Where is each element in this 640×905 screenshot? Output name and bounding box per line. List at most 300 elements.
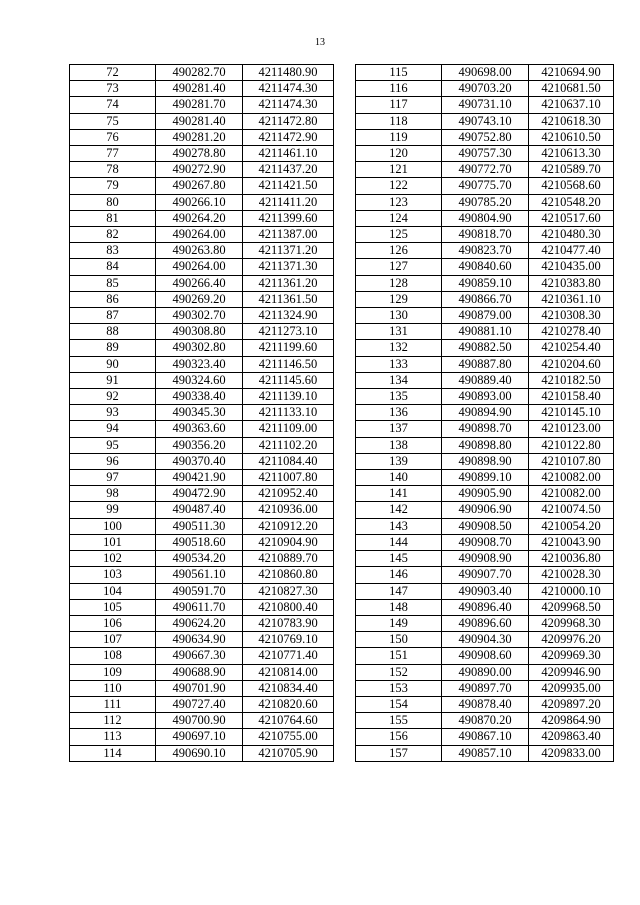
y-coordinate-cell: 4211472.80: [243, 113, 334, 129]
table-row: [70, 551, 334, 567]
y-coordinate-cell: 4210952.40: [243, 486, 334, 502]
table-row: [356, 421, 614, 437]
table-row: [356, 599, 614, 615]
point-number-cell: 86: [70, 291, 156, 307]
table-row: [356, 65, 614, 81]
x-coordinate-cell: 490897.70: [442, 680, 529, 696]
y-coordinate-cell: 4210278.40: [529, 324, 614, 340]
point-number-cell: 101: [70, 534, 156, 550]
x-coordinate-cell: 490823.70: [442, 243, 529, 259]
point-number-cell: 154: [356, 696, 442, 712]
point-number-cell: 81: [70, 210, 156, 226]
point-number-cell: 107: [70, 632, 156, 648]
x-coordinate-cell: 490887.80: [442, 356, 529, 372]
y-coordinate-cell: 4210145.10: [529, 405, 614, 421]
x-coordinate-cell: 490263.80: [156, 243, 243, 259]
y-coordinate-cell: 4210548.20: [529, 194, 614, 210]
x-coordinate-cell: 490421.90: [156, 470, 243, 486]
x-coordinate-cell: 490264.00: [156, 227, 243, 243]
point-number-cell: 76: [70, 129, 156, 145]
x-coordinate-cell: 490338.40: [156, 389, 243, 405]
point-number-cell: 115: [356, 65, 442, 81]
y-coordinate-cell: 4210618.30: [529, 113, 614, 129]
x-coordinate-cell: 490896.60: [442, 615, 529, 631]
x-coordinate-cell: 490903.40: [442, 583, 529, 599]
table-row: [70, 65, 334, 81]
x-coordinate-cell: 490281.70: [156, 97, 243, 113]
x-coordinate-cell: 490757.30: [442, 146, 529, 162]
y-coordinate-cell: 4210158.40: [529, 389, 614, 405]
point-number-cell: 130: [356, 308, 442, 324]
point-number-cell: 98: [70, 486, 156, 502]
y-coordinate-cell: 4210028.30: [529, 567, 614, 583]
point-number-cell: 134: [356, 372, 442, 388]
table-row: [70, 81, 334, 97]
point-number-cell: 105: [70, 599, 156, 615]
point-number-cell: 149: [356, 615, 442, 631]
x-coordinate-cell: 490870.20: [442, 713, 529, 729]
point-number-cell: 143: [356, 518, 442, 534]
table-row: [356, 259, 614, 275]
y-coordinate-cell: 4211474.30: [243, 97, 334, 113]
table-row: [356, 113, 614, 129]
x-coordinate-cell: 490302.70: [156, 308, 243, 324]
x-coordinate-cell: 490882.50: [442, 340, 529, 356]
y-coordinate-cell: 4210107.80: [529, 453, 614, 469]
point-number-cell: 137: [356, 421, 442, 437]
x-coordinate-cell: 490727.40: [156, 696, 243, 712]
x-coordinate-cell: 490634.90: [156, 632, 243, 648]
y-coordinate-cell: 4209946.90: [529, 664, 614, 680]
table-row: [356, 729, 614, 745]
x-coordinate-cell: 490752.80: [442, 129, 529, 145]
y-coordinate-cell: 4210889.70: [243, 551, 334, 567]
y-coordinate-cell: 4211324.90: [243, 308, 334, 324]
table-row: [356, 340, 614, 356]
y-coordinate-cell: 4211472.90: [243, 129, 334, 145]
table-row: [356, 81, 614, 97]
x-coordinate-cell: 490701.90: [156, 680, 243, 696]
point-number-cell: 97: [70, 470, 156, 486]
y-coordinate-cell: 4210000.10: [529, 583, 614, 599]
table-row: [356, 680, 614, 696]
x-coordinate-cell: 490881.10: [442, 324, 529, 340]
point-number-cell: 123: [356, 194, 442, 210]
table-row: [356, 146, 614, 162]
point-number-cell: 138: [356, 437, 442, 453]
y-coordinate-cell: 4211387.00: [243, 227, 334, 243]
y-coordinate-cell: 4209968.50: [529, 599, 614, 615]
table-row: [356, 632, 614, 648]
table-row: [356, 518, 614, 534]
x-coordinate-cell: 490591.70: [156, 583, 243, 599]
point-number-cell: 111: [70, 696, 156, 712]
y-coordinate-cell: 4211361.20: [243, 275, 334, 291]
table-row: [70, 243, 334, 259]
table-row: [70, 599, 334, 615]
table-row: [70, 437, 334, 453]
table-row: [70, 291, 334, 307]
point-number-cell: 89: [70, 340, 156, 356]
x-coordinate-cell: 490363.60: [156, 421, 243, 437]
y-coordinate-cell: 4210800.40: [243, 599, 334, 615]
y-coordinate-cell: 4210517.60: [529, 210, 614, 226]
y-coordinate-cell: 4210771.40: [243, 648, 334, 664]
table-row: [356, 664, 614, 680]
table-row: [356, 534, 614, 550]
point-number-cell: 117: [356, 97, 442, 113]
table-row: [70, 162, 334, 178]
point-number-cell: 114: [70, 745, 156, 761]
y-coordinate-cell: 4211399.60: [243, 210, 334, 226]
y-coordinate-cell: 4211199.60: [243, 340, 334, 356]
x-coordinate-cell: 490345.30: [156, 405, 243, 421]
table-row: [356, 470, 614, 486]
y-coordinate-cell: 4211109.00: [243, 421, 334, 437]
y-coordinate-cell: 4210610.50: [529, 129, 614, 145]
table-row: [70, 178, 334, 194]
table-row: [356, 372, 614, 388]
table-row: [356, 615, 614, 631]
table-row: [356, 453, 614, 469]
x-coordinate-cell: 490859.10: [442, 275, 529, 291]
point-number-cell: 96: [70, 453, 156, 469]
table-row: [70, 680, 334, 696]
point-number-cell: 132: [356, 340, 442, 356]
table-body: [70, 65, 334, 762]
table-row: [70, 502, 334, 518]
point-number-cell: 92: [70, 389, 156, 405]
point-number-cell: 144: [356, 534, 442, 550]
table-row: [70, 470, 334, 486]
y-coordinate-cell: 4210082.00: [529, 470, 614, 486]
table-row: [356, 405, 614, 421]
point-number-cell: 88: [70, 324, 156, 340]
point-number-cell: 156: [356, 729, 442, 745]
point-number-cell: 124: [356, 210, 442, 226]
y-coordinate-cell: 4211273.10: [243, 324, 334, 340]
point-number-cell: 80: [70, 194, 156, 210]
x-coordinate-cell: 490272.90: [156, 162, 243, 178]
x-coordinate-cell: 490281.20: [156, 129, 243, 145]
table-row: [356, 275, 614, 291]
point-number-cell: 74: [70, 97, 156, 113]
y-coordinate-cell: 4210904.90: [243, 534, 334, 550]
y-coordinate-cell: 4210204.60: [529, 356, 614, 372]
x-coordinate-cell: 490867.10: [442, 729, 529, 745]
x-coordinate-cell: 490688.90: [156, 664, 243, 680]
point-number-cell: 127: [356, 259, 442, 275]
point-number-cell: 125: [356, 227, 442, 243]
point-number-cell: 110: [70, 680, 156, 696]
y-coordinate-cell: 4211480.90: [243, 65, 334, 81]
point-number-cell: 108: [70, 648, 156, 664]
table-row: [70, 227, 334, 243]
table-row: [356, 178, 614, 194]
x-coordinate-cell: 490370.40: [156, 453, 243, 469]
y-coordinate-cell: 4210182.50: [529, 372, 614, 388]
y-coordinate-cell: 4210361.10: [529, 291, 614, 307]
point-number-cell: 121: [356, 162, 442, 178]
point-number-cell: 139: [356, 453, 442, 469]
x-coordinate-cell: 490698.00: [442, 65, 529, 81]
point-number-cell: 104: [70, 583, 156, 599]
table-row: [70, 210, 334, 226]
table-row: [70, 567, 334, 583]
table-row: [70, 113, 334, 129]
point-number-cell: 150: [356, 632, 442, 648]
y-coordinate-cell: 4210827.30: [243, 583, 334, 599]
y-coordinate-cell: 4210764.60: [243, 713, 334, 729]
x-coordinate-cell: 490323.40: [156, 356, 243, 372]
point-number-cell: 133: [356, 356, 442, 372]
point-number-cell: 78: [70, 162, 156, 178]
table-row: [70, 534, 334, 550]
table-row: [356, 696, 614, 712]
table-row: [356, 745, 614, 761]
point-number-cell: 100: [70, 518, 156, 534]
point-number-cell: 135: [356, 389, 442, 405]
x-coordinate-cell: 490624.20: [156, 615, 243, 631]
table-row: [356, 389, 614, 405]
x-coordinate-cell: 490472.90: [156, 486, 243, 502]
point-number-cell: 147: [356, 583, 442, 599]
x-coordinate-cell: 490908.90: [442, 551, 529, 567]
point-number-cell: 83: [70, 243, 156, 259]
y-coordinate-cell: 4210820.60: [243, 696, 334, 712]
y-coordinate-cell: 4210123.00: [529, 421, 614, 437]
y-coordinate-cell: 4210912.20: [243, 518, 334, 534]
table-row: [356, 97, 614, 113]
table-row: [356, 567, 614, 583]
point-number-cell: 152: [356, 664, 442, 680]
x-coordinate-cell: 490518.60: [156, 534, 243, 550]
table-row: [356, 502, 614, 518]
point-number-cell: 145: [356, 551, 442, 567]
point-number-cell: 90: [70, 356, 156, 372]
table-row: [70, 356, 334, 372]
table-row: [70, 275, 334, 291]
y-coordinate-cell: 4210477.40: [529, 243, 614, 259]
point-number-cell: 87: [70, 308, 156, 324]
table-row: [70, 405, 334, 421]
point-number-cell: 77: [70, 146, 156, 162]
y-coordinate-cell: 4210860.80: [243, 567, 334, 583]
x-coordinate-cell: 490487.40: [156, 502, 243, 518]
y-coordinate-cell: 4210834.40: [243, 680, 334, 696]
table-row: [70, 324, 334, 340]
table-row: [70, 421, 334, 437]
table-row: [356, 486, 614, 502]
table-row: [70, 745, 334, 761]
point-number-cell: 122: [356, 178, 442, 194]
point-number-cell: 112: [70, 713, 156, 729]
x-coordinate-cell: 490785.20: [442, 194, 529, 210]
x-coordinate-cell: 490775.70: [442, 178, 529, 194]
point-number-cell: 128: [356, 275, 442, 291]
x-coordinate-cell: 490804.90: [442, 210, 529, 226]
x-coordinate-cell: 490281.40: [156, 81, 243, 97]
y-coordinate-cell: 4211474.30: [243, 81, 334, 97]
point-number-cell: 131: [356, 324, 442, 340]
point-number-cell: 95: [70, 437, 156, 453]
table-row: [70, 308, 334, 324]
x-coordinate-cell: 490667.30: [156, 648, 243, 664]
y-coordinate-cell: 4211421.50: [243, 178, 334, 194]
x-coordinate-cell: 490907.70: [442, 567, 529, 583]
x-coordinate-cell: 490511.30: [156, 518, 243, 534]
coordinates-table-right: [355, 64, 614, 762]
y-coordinate-cell: 4210254.40: [529, 340, 614, 356]
y-coordinate-cell: 4211461.10: [243, 146, 334, 162]
x-coordinate-cell: 490282.70: [156, 65, 243, 81]
point-number-cell: 126: [356, 243, 442, 259]
y-coordinate-cell: 4209968.30: [529, 615, 614, 631]
point-number-cell: 72: [70, 65, 156, 81]
coordinates-table-left: [69, 64, 334, 762]
point-number-cell: 82: [70, 227, 156, 243]
x-coordinate-cell: 490264.00: [156, 259, 243, 275]
x-coordinate-cell: 490267.80: [156, 178, 243, 194]
x-coordinate-cell: 490905.90: [442, 486, 529, 502]
y-coordinate-cell: 4211146.50: [243, 356, 334, 372]
y-coordinate-cell: 4210122.80: [529, 437, 614, 453]
point-number-cell: 142: [356, 502, 442, 518]
point-number-cell: 109: [70, 664, 156, 680]
table-row: [356, 583, 614, 599]
x-coordinate-cell: 490356.20: [156, 437, 243, 453]
y-coordinate-cell: 4210705.90: [243, 745, 334, 761]
x-coordinate-cell: 490904.30: [442, 632, 529, 648]
point-number-cell: 141: [356, 486, 442, 502]
y-coordinate-cell: 4211139.10: [243, 389, 334, 405]
y-coordinate-cell: 4210637.10: [529, 97, 614, 113]
x-coordinate-cell: 490281.40: [156, 113, 243, 129]
point-number-cell: 85: [70, 275, 156, 291]
point-number-cell: 119: [356, 129, 442, 145]
y-coordinate-cell: 4211361.50: [243, 291, 334, 307]
table-row: [70, 453, 334, 469]
y-coordinate-cell: 4210082.00: [529, 486, 614, 502]
y-coordinate-cell: 4211437.20: [243, 162, 334, 178]
x-coordinate-cell: 490772.70: [442, 162, 529, 178]
x-coordinate-cell: 490908.70: [442, 534, 529, 550]
x-coordinate-cell: 490266.40: [156, 275, 243, 291]
table-row: [70, 340, 334, 356]
point-number-cell: 153: [356, 680, 442, 696]
y-coordinate-cell: 4210783.90: [243, 615, 334, 631]
x-coordinate-cell: 490266.10: [156, 194, 243, 210]
table-row: [70, 129, 334, 145]
table-row: [356, 129, 614, 145]
point-number-cell: 99: [70, 502, 156, 518]
y-coordinate-cell: 4209864.90: [529, 713, 614, 729]
table-row: [70, 615, 334, 631]
y-coordinate-cell: 4210043.90: [529, 534, 614, 550]
x-coordinate-cell: 490703.20: [442, 81, 529, 97]
y-coordinate-cell: 4210036.80: [529, 551, 614, 567]
point-number-cell: 129: [356, 291, 442, 307]
point-number-cell: 116: [356, 81, 442, 97]
table-row: [70, 259, 334, 275]
y-coordinate-cell: 4211371.30: [243, 259, 334, 275]
point-number-cell: 106: [70, 615, 156, 631]
table-row: [70, 389, 334, 405]
table-row: [356, 356, 614, 372]
x-coordinate-cell: 490908.60: [442, 648, 529, 664]
y-coordinate-cell: 4210383.80: [529, 275, 614, 291]
x-coordinate-cell: 490894.90: [442, 405, 529, 421]
point-number-cell: 140: [356, 470, 442, 486]
x-coordinate-cell: 490611.70: [156, 599, 243, 615]
point-number-cell: 73: [70, 81, 156, 97]
y-coordinate-cell: 4209935.00: [529, 680, 614, 696]
point-number-cell: 113: [70, 729, 156, 745]
x-coordinate-cell: 490731.10: [442, 97, 529, 113]
table-row: [356, 291, 614, 307]
point-number-cell: 118: [356, 113, 442, 129]
y-coordinate-cell: 4210936.00: [243, 502, 334, 518]
x-coordinate-cell: 490879.00: [442, 308, 529, 324]
y-coordinate-cell: 4211411.20: [243, 194, 334, 210]
table-row: [70, 146, 334, 162]
x-coordinate-cell: 490818.70: [442, 227, 529, 243]
table-row: [70, 664, 334, 680]
x-coordinate-cell: 490889.40: [442, 372, 529, 388]
x-coordinate-cell: 490866.70: [442, 291, 529, 307]
y-coordinate-cell: 4210694.90: [529, 65, 614, 81]
table-body: [356, 65, 614, 762]
table-row: [356, 227, 614, 243]
x-coordinate-cell: 490743.10: [442, 113, 529, 129]
x-coordinate-cell: 490278.80: [156, 146, 243, 162]
y-coordinate-cell: 4210681.50: [529, 81, 614, 97]
table-row: [70, 632, 334, 648]
x-coordinate-cell: 490899.10: [442, 470, 529, 486]
table-row: [70, 372, 334, 388]
table-row: [356, 713, 614, 729]
y-coordinate-cell: 4211084.40: [243, 453, 334, 469]
table-row: [356, 210, 614, 226]
x-coordinate-cell: 490700.90: [156, 713, 243, 729]
point-number-cell: 155: [356, 713, 442, 729]
y-coordinate-cell: 4209897.20: [529, 696, 614, 712]
y-coordinate-cell: 4210755.00: [243, 729, 334, 745]
point-number-cell: 120: [356, 146, 442, 162]
table-row: [70, 648, 334, 664]
y-coordinate-cell: 4210054.20: [529, 518, 614, 534]
y-coordinate-cell: 4210435.00: [529, 259, 614, 275]
y-coordinate-cell: 4209833.00: [529, 745, 614, 761]
point-number-cell: 148: [356, 599, 442, 615]
table-row: [70, 194, 334, 210]
y-coordinate-cell: 4209976.20: [529, 632, 614, 648]
x-coordinate-cell: 490857.10: [442, 745, 529, 761]
y-coordinate-cell: 4211145.60: [243, 372, 334, 388]
point-number-cell: 79: [70, 178, 156, 194]
table-row: [70, 729, 334, 745]
point-number-cell: 75: [70, 113, 156, 129]
x-coordinate-cell: 490561.10: [156, 567, 243, 583]
x-coordinate-cell: 490840.60: [442, 259, 529, 275]
point-number-cell: 93: [70, 405, 156, 421]
table-row: [70, 518, 334, 534]
y-coordinate-cell: 4210308.30: [529, 308, 614, 324]
y-coordinate-cell: 4211102.20: [243, 437, 334, 453]
table-row: [70, 713, 334, 729]
point-number-cell: 84: [70, 259, 156, 275]
table-row: [70, 97, 334, 113]
